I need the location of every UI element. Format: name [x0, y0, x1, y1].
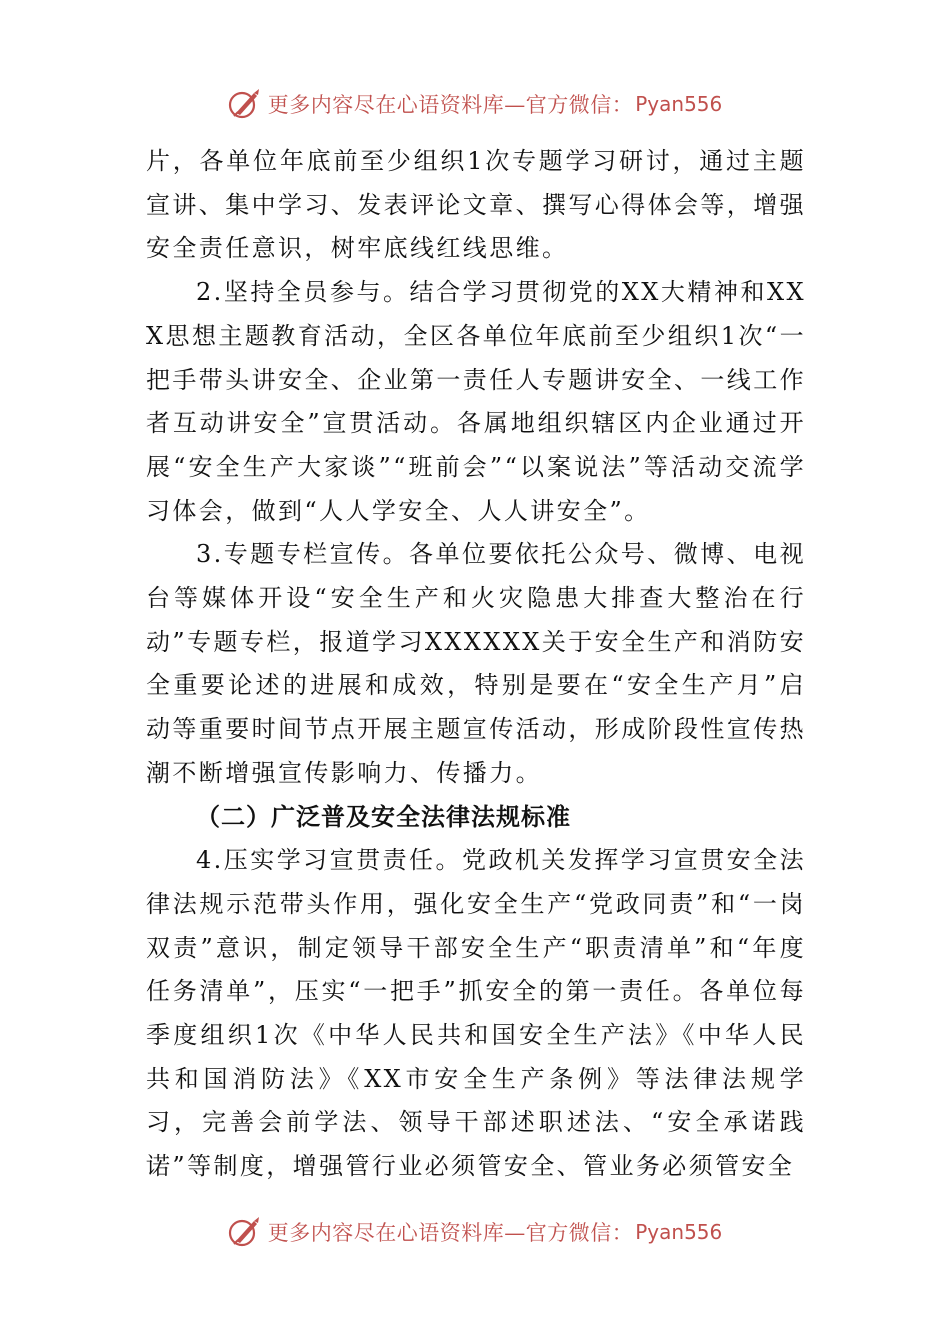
watermark-wechat-id: Pyan556: [635, 92, 723, 116]
paragraph-1: 片，各单位年底前至少组织1次专题学习研讨，通过主题宣讲、集中学习、发表评论文章、撰写心得体会等，增强安全责任意识，树牢底线红线思维。: [146, 147, 806, 263]
quill-logo-icon: [228, 1215, 262, 1249]
section-heading: （二）广泛普及安全法律法规标准: [196, 802, 571, 831]
watermark-footer: [0, 1212, 950, 1252]
watermark-text: 更多内容尽在心语资料库—官方微信：: [267, 93, 634, 117]
document-body: [146, 140, 806, 1189]
watermark-header: [0, 84, 950, 124]
paragraph-3: 3.专题专栏宣传。各单位要依托公众号、微博、电视台等媒体开设“安全生产和火灾隐患大排查大整治在行动”专题专栏，报道学习XXXXXX关于安全生产和消防安全重要论述的进展和成效，特别是要在“安全生产月”启动等重要时间节点开展主题宣传活动，形成阶段性宣传热潮不断增强宣传影响力、传播力。: [146, 540, 806, 787]
quill-logo-icon: [228, 87, 262, 121]
watermark-text: 更多内容尽在心语资料库—官方微信：: [267, 1221, 634, 1245]
watermark-wechat-id: Pyan556: [635, 1220, 723, 1244]
paragraph-4: 4.压实学习宣贯责任。党政机关发挥学习宣贯安全法律法规示范带头作用，强化安全生产“党政同责”和“一岗双责”意识，制定领导干部安全生产“职责清单”和“年度任务清单”，压实“一把手”抓安全的第一责任。各单位每季度组织1次《中华人民共和国安全生产法》《中华人民共和国消防法》《XX市安全生产条例》等法律法规学习，完善会前学法、领导干部述职述法、“安全承诺践诺”等制度，增强管行业必须管安全、管业务必须管安全: [146, 846, 806, 1181]
paragraph-2: 2.坚持全员参与。结合学习贯彻党的XX大精神和XXX思想主题教育活动，全区各单位年底前至少组织1次“一把手带头讲安全、企业第一责任人专题讲安全、一线工作者互动讲安全”宣贯活动。各属地组织辖区内企业通过开展“安全生产大家谈”“班前会”“以案说法”等活动交流学习体会，做到“人人学安全、人人讲安全”。: [146, 278, 806, 525]
